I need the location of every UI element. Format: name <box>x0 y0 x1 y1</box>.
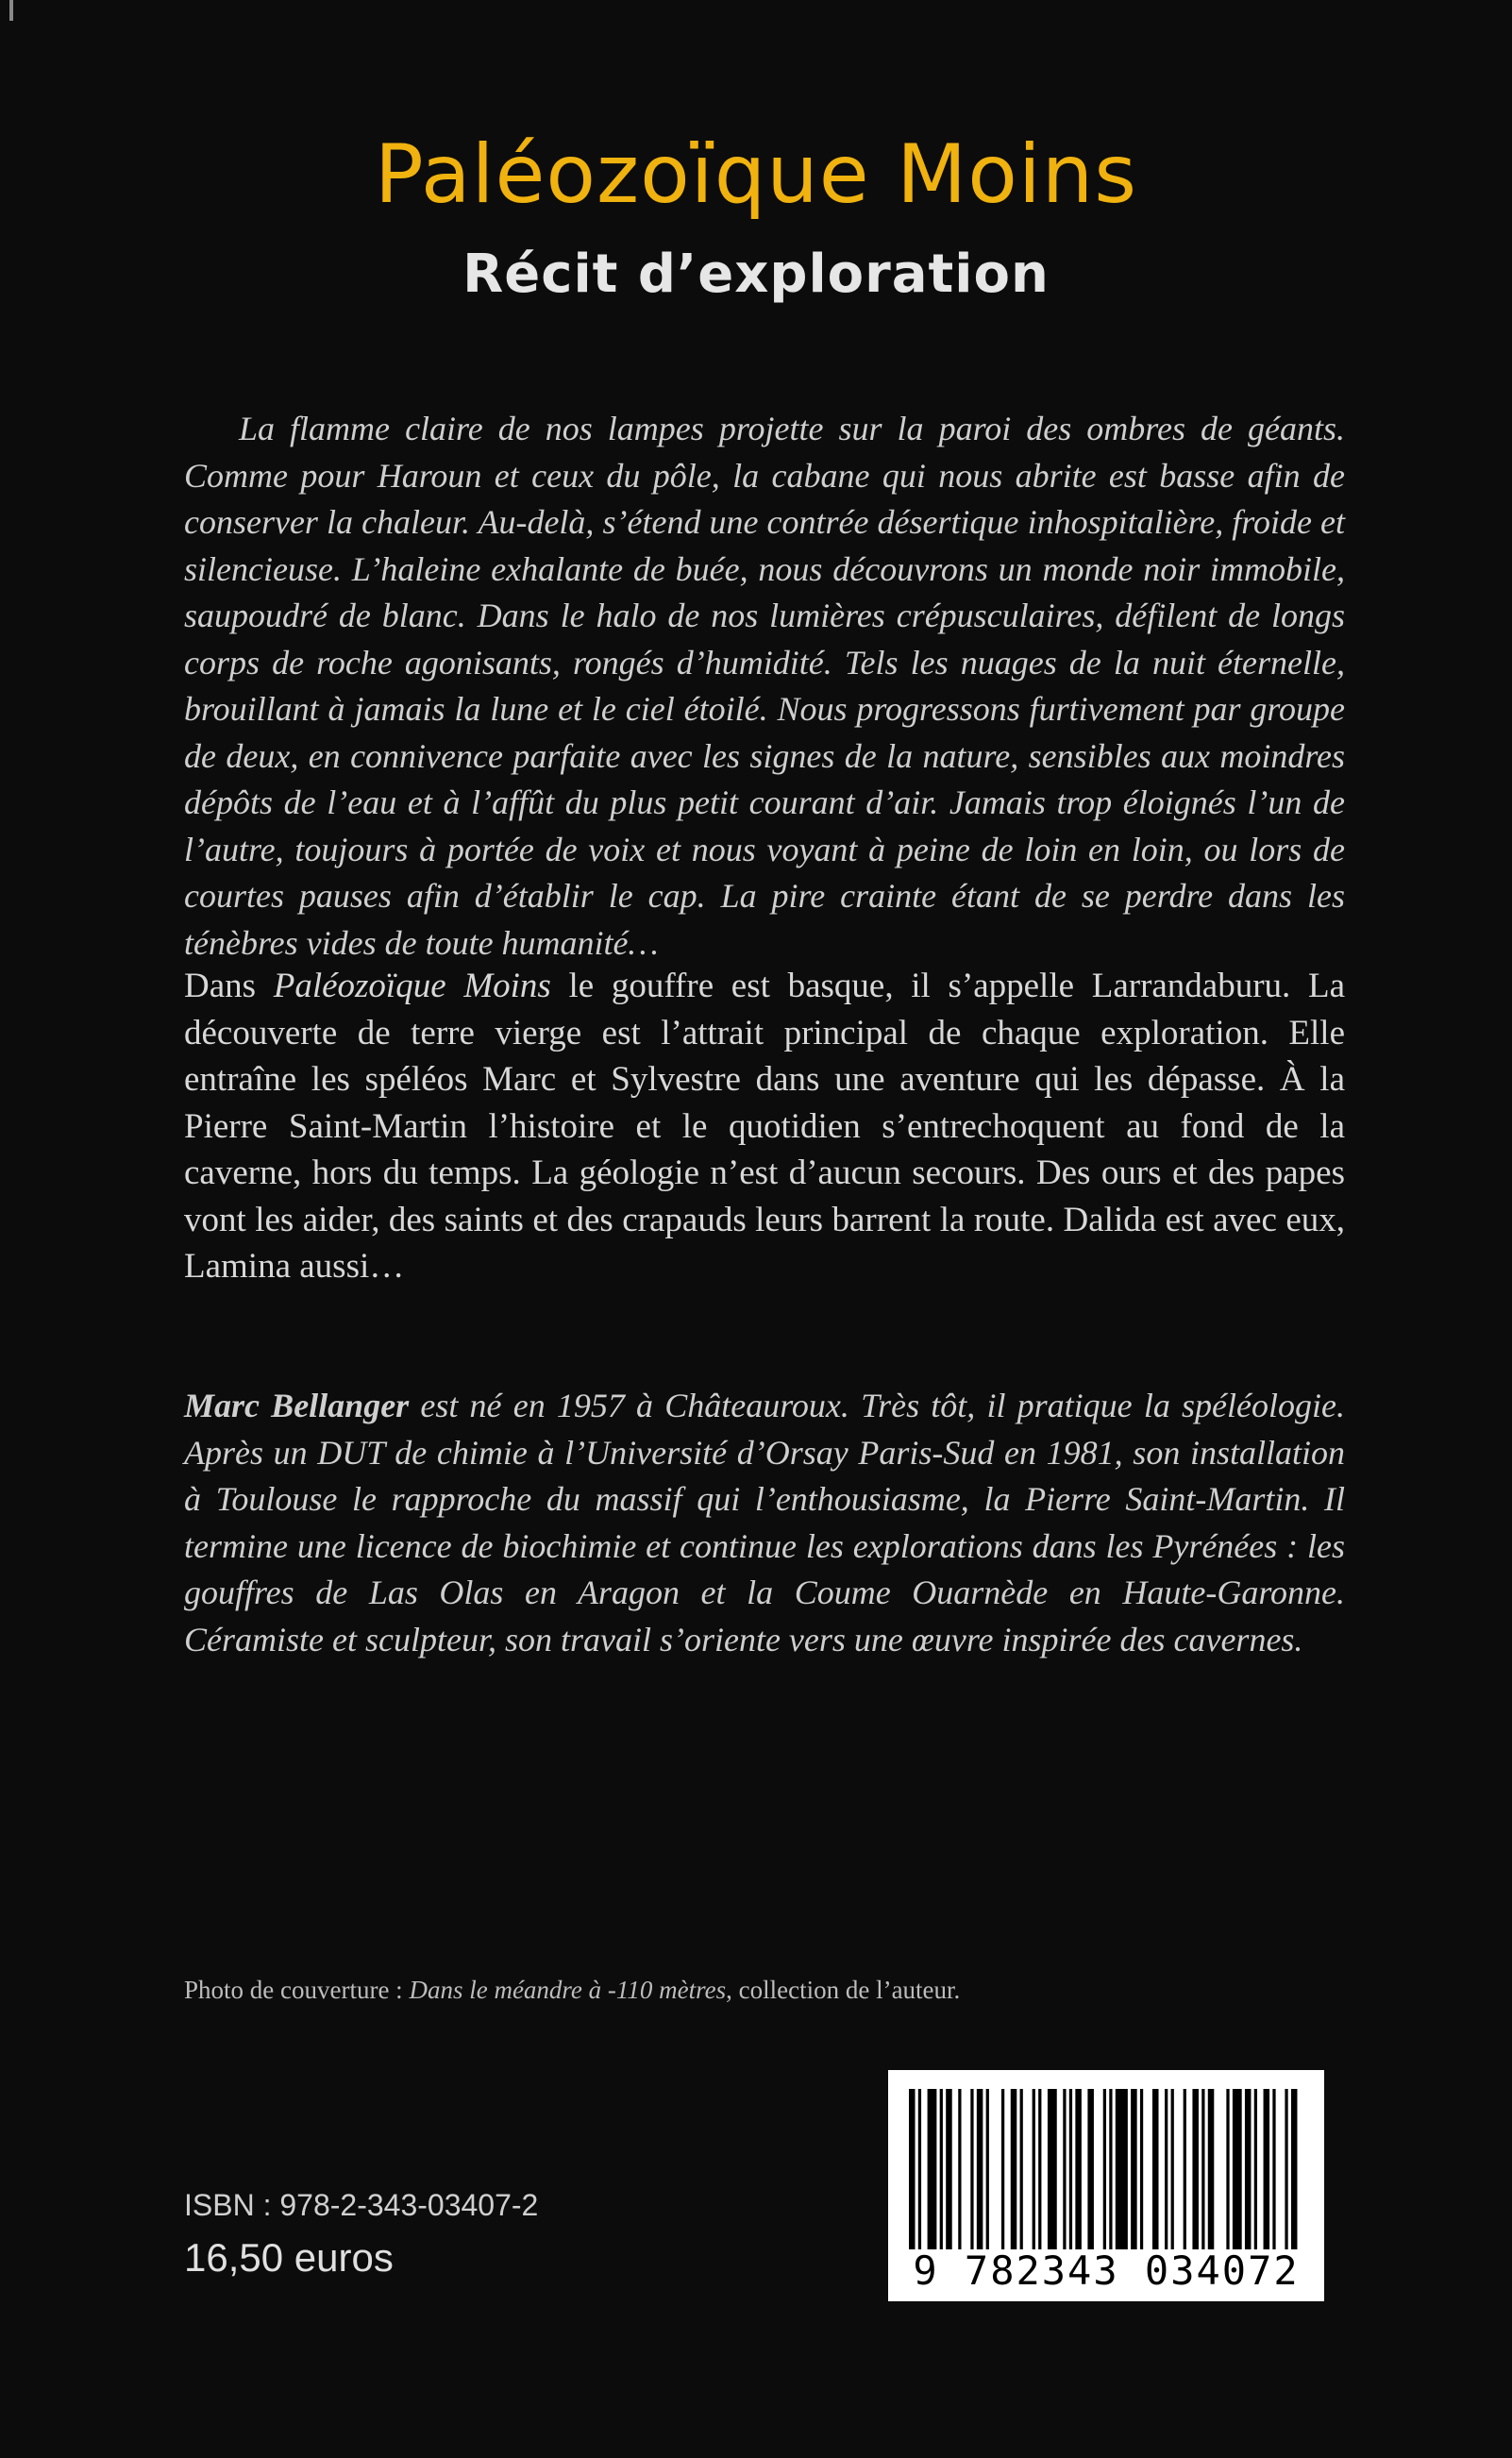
barcode-bar <box>1109 2089 1112 2249</box>
barcode-bar <box>1254 2089 1257 2249</box>
summary-book-title: Paléozoïque Moins <box>273 967 551 1005</box>
barcode-bar <box>1087 2089 1094 2249</box>
photo-credit <box>184 1976 960 2005</box>
barcode-bar <box>1201 2089 1204 2249</box>
photo-credit-suffix: , collection de l’auteur. <box>726 1976 961 2004</box>
barcode-bar <box>940 2089 943 2249</box>
barcode-bar <box>970 2089 973 2249</box>
barcode-bar <box>1264 2089 1270 2249</box>
price-label: 16,50 euros <box>184 2235 394 2280</box>
barcode-digits: 9 782343 034072 <box>913 2248 1300 2294</box>
barcode-bar <box>1063 2089 1066 2249</box>
barcode-bar <box>1171 2089 1174 2249</box>
barcode-bar <box>1116 2089 1128 2249</box>
barcode-bar <box>1165 2089 1168 2249</box>
barcode <box>888 2070 1324 2301</box>
barcode-bars <box>909 2089 1303 2249</box>
barcode-bar <box>928 2089 937 2249</box>
barcode-bar <box>1192 2089 1199 2249</box>
isbn-label: ISBN : 978-2-343-03407-2 <box>184 2188 539 2222</box>
author-bio-text: est né en 1957 à Châteauroux. Très tôt, il pratique la spéléologie. Après un DUT de chimie à l’Université d’Orsay Paris-Sud en 1981, son installation à Toulouse le rapproche du massif qui l’enthousiasme, la Pierre Saint-Martin. Il termine une licence de biochimie et continue les explorations dans les Pyrénées : les gouffres de Las Olas en Aragon et la Coume Ouarnède en Haute-Garonne. Céramiste et sculpteur, son travail s’oriente vers une œuvre inspirée des cavernes. <box>184 1387 1345 1658</box>
photo-credit-title: Dans le méandre à -110 mètres <box>409 1976 727 2004</box>
edge-mark <box>9 0 13 21</box>
barcode-bar <box>1001 2089 1004 2249</box>
barcode-bar <box>1208 2089 1215 2249</box>
barcode-bar <box>1011 2089 1017 2249</box>
author-name: Marc Bellanger <box>184 1387 410 1424</box>
barcode-bar <box>1103 2089 1106 2249</box>
summary-paragraph <box>184 963 1345 1290</box>
summary-lead: Dans <box>184 967 274 1005</box>
barcode-bar <box>918 2089 921 2249</box>
barcode-bar <box>1245 2089 1252 2249</box>
barcode-bar <box>1131 2089 1137 2249</box>
barcode-bar <box>1038 2089 1041 2249</box>
barcode-bar <box>1075 2089 1082 2249</box>
barcode-bar <box>1226 2089 1229 2249</box>
photo-credit-prefix: Photo de couverture : <box>184 1976 410 2004</box>
barcode-bar <box>1291 2089 1298 2249</box>
barcode-bar <box>1033 2089 1035 2249</box>
barcode-bar <box>1285 2089 1287 2249</box>
barcode-bar <box>1069 2089 1072 2249</box>
barcode-bar <box>986 2089 989 2249</box>
book-subtitle: Récit d’exploration <box>462 244 1050 305</box>
excerpt-paragraph: La flamme claire de nos lampes projette sur la paroi des ombres de géants. Comme pour Haroun et ceux du pôle, la cabane qui nous abrite est basse afin de conserver la chaleur. Au-delà, s’étend une contrée désertique inhospitalière, froide et silencieuse. L’haleine exhalante de buée, nous découvrons un monde noir immobile, saupoudré de blanc. Dans le halo de nos lumières crépusculaires, défilent de longs corps de roche agonisants, rongés d’humidité. Tels les nuages de la nuit éternelle, brouillant à jamais la lune et le ciel étoilé. Nous progressons furtivement par groupe de deux, en connivence parfaite avec les signes de la nature, sensibles aux moindres dépôts de l’eau et à l’affût du plus petit courant d’air. Jamais trop éloignés l’un de l’autre, toujours à portée de voix et nous voyant à peine de loin en loin, ou lors de courtes pauses afin d’établir le cap. La pire crainte étant de se perdre dans les ténèbres vides de toute humanité… <box>184 410 1345 962</box>
barcode-bar <box>1152 2089 1159 2249</box>
barcode-bar <box>958 2089 961 2249</box>
barcode-bar <box>1020 2089 1023 2249</box>
barcode-bar <box>1184 2089 1186 2249</box>
barcode-bar <box>1272 2089 1275 2249</box>
barcode-bar <box>946 2089 952 2249</box>
barcode-bar <box>909 2089 916 2249</box>
author-bio <box>184 1383 1345 1663</box>
barcode-bar <box>1233 2089 1242 2249</box>
barcode-bar <box>1140 2089 1143 2249</box>
barcode-bar <box>977 2089 983 2249</box>
book-title: Paléozoïque Moins <box>374 127 1138 222</box>
summary-text: le gouffre est basque, il s’appelle Larrandaburu. La découverte de terre vierge est l’attrait principal de chaque exploration. Elle entraîne les spéléos Marc et Sylvestre dans une aventure qui les dépasse. À la Pierre Saint-Martin l’histoire et le quotidien s’entrechoquent au fond de la caverne, hors du temps. La géologie n’est d’aucun secours. Des ours et des papes vont les aider, des saints et des crapauds leurs barrent la route. Dalida est avec eux, Lamina aussi… <box>184 967 1346 1286</box>
barcode-bar <box>1048 2089 1057 2249</box>
